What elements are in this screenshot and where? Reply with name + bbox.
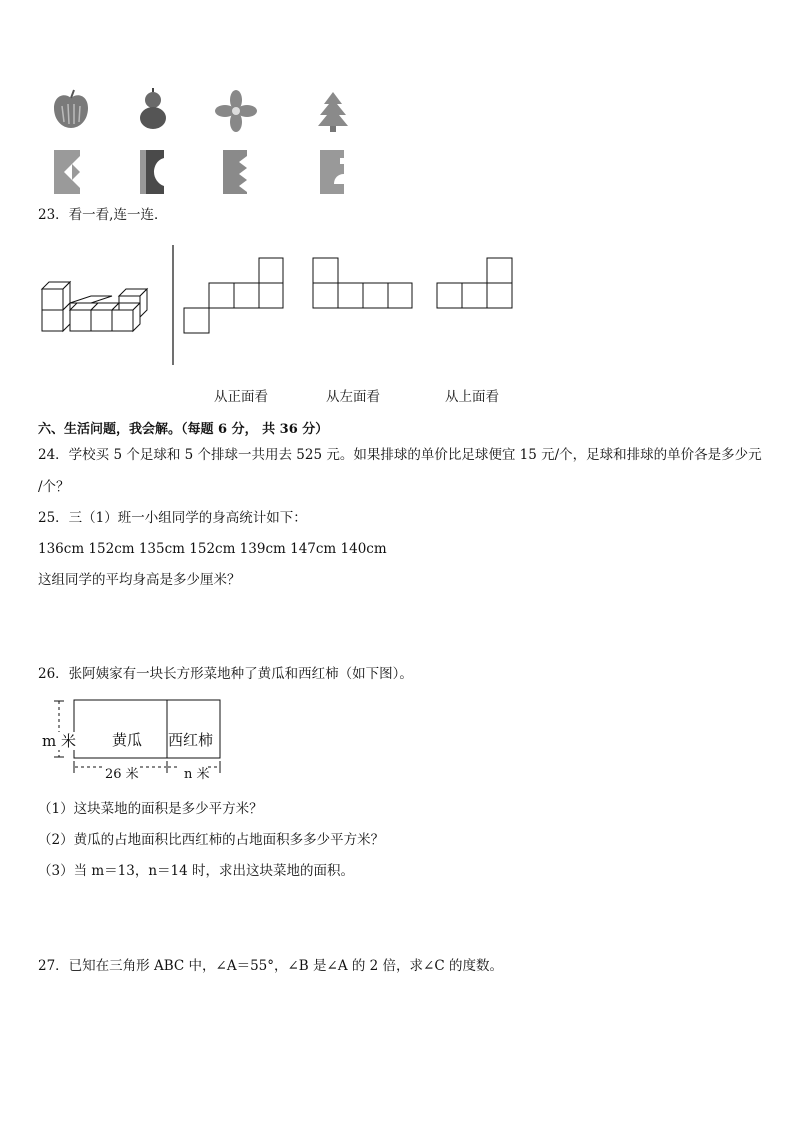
- q26-intro: 26．张阿姨家有一块长方形菜地种了黄瓜和西红柿（如下图）。: [38, 666, 413, 682]
- garden-tomato-label: 西红柿: [168, 731, 214, 749]
- folded-paper-3-icon: [215, 148, 257, 196]
- q26-sub1: （1）这块菜地的面积是多少平方米？: [38, 801, 263, 817]
- q25-intro: 25．三（1）班一小组同学的身高统计如下：: [38, 510, 307, 526]
- view-label-front: 从正面看: [214, 389, 268, 405]
- q23-question: 23．看一看,连一连．: [38, 207, 168, 223]
- folded-paper-2-icon: [132, 148, 174, 196]
- garden-bottom-right-label: n 米: [184, 767, 210, 782]
- flower-icon: [215, 88, 257, 136]
- view-label-left: 从左面看: [326, 389, 380, 405]
- tree-icon: [312, 88, 354, 136]
- q27-text: 27．已知在三角形 ABC 中，∠A＝55°，∠B 是∠A 的 2 倍，求∠C 的度数。: [38, 958, 503, 974]
- folded-paper-1-icon: [50, 148, 92, 196]
- gourd-icon: [132, 88, 174, 136]
- q25-heights: 136cm 152cm 135cm 152cm 139cm 147cm 140cm: [38, 541, 387, 557]
- folded-paper-4-icon: [312, 148, 354, 196]
- garden-side-label: m 米: [42, 732, 76, 750]
- q26-sub2: （2）黄瓜的占地面积比西红柿的占地面积多多少平方米？: [38, 832, 385, 848]
- view-shape-3: [436, 257, 514, 309]
- cube-stack-figure: [40, 280, 155, 335]
- view-shape-2: [312, 257, 414, 309]
- q26-sub3: （3）当 m＝13，n＝14 时，求出这块菜地的面积。: [38, 863, 355, 879]
- section-heading: 六、生活问题，我会解。（每题 6 分， 共 36 分）: [38, 422, 329, 437]
- q24-line2: /个？: [38, 479, 70, 495]
- q24-line1: 24．学校买 5 个足球和 5 个排球一共用去 525 元。如果排球的单价比足球便宜 15 元/个，足球和排球的单价各是多少元: [38, 447, 762, 463]
- divider-line: [172, 245, 174, 365]
- garden-cucumber-label: 黄瓜: [112, 731, 143, 749]
- view-shape-1: [183, 257, 285, 334]
- q25-ask: 这组同学的平均身高是多少厘米？: [38, 572, 241, 588]
- view-label-top: 从上面看: [445, 389, 499, 405]
- garden-bottom-left-label: 26 米: [105, 767, 139, 782]
- apple-icon: [50, 88, 92, 136]
